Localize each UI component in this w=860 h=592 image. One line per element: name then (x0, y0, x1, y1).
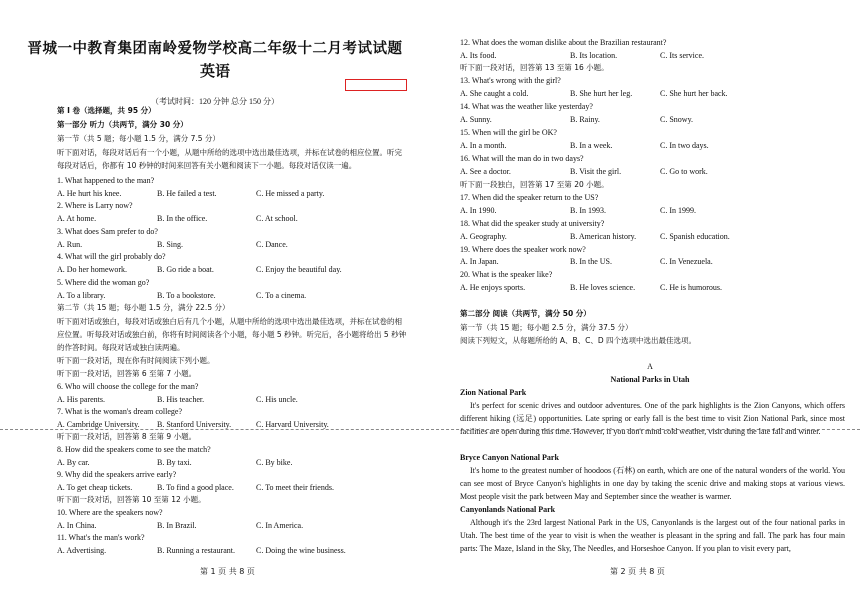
answer-option-a: A. Do her homework. (57, 265, 127, 274)
left-line: 8. How did the speakers come to see the match? (57, 445, 211, 454)
right-line: 听下面一段独白，回答第 17 至第 20 小题。 (460, 180, 609, 189)
answer-option-a: A. To get cheap tickets. (57, 483, 133, 492)
answer-option-a: A. Cambridge University. (57, 420, 140, 429)
answer-option-c: C. His uncle. (256, 395, 298, 404)
left-line: 9. Why did the speakers arrive early? (57, 470, 177, 479)
answer-option-b: B. In Brazil. (157, 521, 197, 530)
answer-option-a: A. In 1990. (460, 206, 497, 215)
paragraph-zion: It's perfect for scenic drives and outdoor adventures. One of the park highlights is the Zion Canyons, which offers different hiking (远足) opportunities. Late spring or early fall is the best time to visit Zion National Park, since most facilities are open during this time. However, if you don't mind cold weather, visit during the late fall and winter. (460, 401, 845, 436)
answer-option-b: B. He loves science. (570, 283, 636, 292)
answer-option-b: B. She hurt her leg. (570, 89, 633, 98)
left-line: 第一节（共 5 题；每小题 1.5 分，满分 7.5 分） (57, 134, 220, 143)
right-line: 第二部分 阅读（共两节，满分 50 分） (460, 309, 591, 318)
answer-option-b: B. In the office. (157, 214, 208, 223)
section-heading-canyonlands: Canyonlands National Park (460, 505, 556, 514)
answer-option-c: C. He is humorous. (660, 283, 722, 292)
answer-option-a: A. He enjoys sports. (460, 283, 526, 292)
left-line: 4. What will the girl probably do? (57, 252, 166, 261)
answer-option-c: C. Spanish education. (660, 232, 730, 241)
right-line: 15. When will the girl be OK? (460, 128, 557, 137)
right-line: 阅读下列短文，从每题所给的 A、B、C、D 四个选项中选出最佳选项。 (460, 336, 697, 345)
left-line: 听下面对话，每段对话后有一个小题，从题中所给的选项中选出最佳选项，并标在试卷的相应位置。听完 (57, 148, 402, 157)
page-footer-1: 第 1 页 共 8 页 (200, 567, 255, 576)
answer-option-a: A. At home. (57, 214, 97, 223)
answer-option-b: B. American history. (570, 232, 637, 241)
answer-option-a: A. To a library. (57, 291, 106, 300)
answer-option-b: B. Running a restaurant. (157, 546, 235, 555)
left-line: 听下面一段对话，回答第 6 至第 7 小题。 (57, 369, 197, 378)
answer-option-b: B. In the US. (570, 257, 612, 266)
section-heading-zion: Zion National Park (460, 388, 527, 397)
answer-option-a: A. Advertising. (57, 546, 107, 555)
answer-option-a: A. Run. (57, 240, 83, 249)
answer-option-c: C. Go to work. (660, 167, 708, 176)
right-line: 听下面一段对话，回答第 13 至第 16 小题。 (460, 63, 609, 72)
left-line: 第二节（共 15 题；每小题 1.5 分，满分 22.5 分） (57, 303, 230, 312)
left-line: 5. Where did the woman go? (57, 278, 150, 287)
answer-option-c: C. Enjoy the beautiful day. (256, 265, 342, 274)
answer-option-b: B. He failed a test. (157, 189, 217, 198)
answer-option-c: C. She hurt her back. (660, 89, 728, 98)
answer-option-b: B. Rainy. (570, 115, 600, 124)
answer-option-b: B. Stanford University. (157, 420, 232, 429)
answer-option-b: B. Visit the girl. (570, 167, 622, 176)
red-score-box (345, 79, 407, 91)
right-line: 14. What was the weather like yesterday? (460, 102, 593, 111)
answer-option-c: C. Doing the wine business. (256, 546, 346, 555)
right-line: 17. When did the speaker return to the US? (460, 193, 599, 202)
answer-option-c: C. He missed a party. (256, 189, 325, 198)
left-line: 3. What does Sam prefer to do? (57, 227, 158, 236)
answer-option-b: B. His teacher. (157, 395, 205, 404)
exam-info: （考试时间：120 分钟 总分 150 分） (151, 97, 279, 106)
school-title: 晋城一中教育集团南岭爱物学校高二年级十二月考试试题 (27, 41, 403, 57)
answer-option-a: A. He hurt his knee. (57, 189, 122, 198)
right-line: 20. What is the speaker like? (460, 270, 553, 279)
left-line: 6. Who will choose the college for the man? (57, 382, 199, 391)
answer-option-c: C. In America. (256, 521, 304, 530)
left-line: 2. Where is Larry now? (57, 201, 133, 210)
answer-option-a: A. Geography. (460, 232, 507, 241)
answer-option-a: A. See a doctor. (460, 167, 511, 176)
passage-title: National Parks in Utah (610, 375, 690, 384)
left-line: 每段对话后，你都有 10 秒钟的时间来回答有关小题和阅读下一小题。每段对话仅读一遍。 (57, 161, 357, 170)
answer-option-a: A. In a month. (460, 141, 507, 150)
answer-option-a: A. His parents. (57, 395, 105, 404)
answer-option-c: C. Dance. (256, 240, 288, 249)
page-2 (440, 0, 860, 592)
answer-option-c: C. In two days. (660, 141, 709, 150)
answer-option-b: B. To a bookstore. (157, 291, 216, 300)
answer-option-b: B. Its location. (570, 51, 618, 60)
left-line: 11. What's the man's work? (57, 533, 145, 542)
passage-letter: A (647, 362, 653, 371)
right-line: 16. What will the man do in two days? (460, 154, 584, 163)
page-footer-2: 第 2 页 共 8 页 (610, 567, 665, 576)
answer-option-b: B. In 1993. (570, 206, 606, 215)
answer-option-c: C. At school. (256, 214, 298, 223)
answer-option-c: C. Harvard University. (256, 420, 329, 429)
answer-option-a: A. By car. (57, 458, 90, 467)
answer-option-a: A. Sunny. (460, 115, 492, 124)
answer-option-a: A. In China. (57, 521, 97, 530)
answer-option-a: A. Its food. (460, 51, 497, 60)
answer-option-c: C. Its service. (660, 51, 704, 60)
answer-option-b: B. To find a good place. (157, 483, 234, 492)
answer-option-a: A. In Japan. (460, 257, 499, 266)
left-line: 10. Where are the speakers now? (57, 508, 163, 517)
left-line: 应位置。听每段对话或独白前，你将有时间阅读各个小题，每小题 5 秒钟。听完后，各小题将给出 5 秒钟 (57, 330, 407, 339)
answer-option-b: B. In a week. (570, 141, 613, 150)
subject-title: 英语 (199, 62, 230, 80)
answer-option-a: A. She caught a cold. (460, 89, 529, 98)
answer-option-c: C. To a cinema. (256, 291, 307, 300)
answer-option-c: C. In Venezuela. (660, 257, 713, 266)
right-line: 18. What did the speaker study at university? (460, 219, 605, 228)
answer-option-b: B. Sing. (157, 240, 184, 249)
right-line: 19. Where does the speaker work now? (460, 245, 586, 254)
answer-option-b: B. By taxi. (157, 458, 192, 467)
paragraph-canyonlands: Although it's the 23rd largest National Park in the US, Canyonlands is the largest out of the four national parks in Utah. The best time of the year to visit is when the weather is pleasant in the spring and fall. The park has four main parts: The Maze, Island in the Sky, The Needles, and Horseshoe Canyon. If you plan to visit every part, (460, 518, 845, 553)
left-line: 听下面一段对话，现在你有时间阅读下列小题。 (57, 356, 215, 365)
left-line: 7. What is the woman's dream college? (57, 407, 183, 416)
paragraph-bryce: It's home to the greatest number of hoodoos (石林) on earth, which are one of the natural wonders of the world. You can see most of Bryce Canyon's highlights in one day by taking the scenic drive and making stops at various views. Most people visit the park between May and September since the weather is warmer. (460, 466, 845, 501)
answer-option-c: C. By bike. (256, 458, 293, 467)
answer-option-c: C. To meet their friends. (256, 483, 334, 492)
answer-option-c: C. Snowy. (660, 115, 694, 124)
section-heading-bryce: Bryce Canyon National Park (460, 453, 559, 462)
right-line: 第一节（共 15 题；每小题 2.5 分，满分 37.5 分） (460, 323, 633, 332)
right-line: 13. What's wrong with the girl? (460, 76, 561, 85)
left-line: 听下面一段对话，回答第 10 至第 12 小题。 (57, 495, 206, 504)
left-line: 的作答时间。每段对话或独白读两遍。 (57, 343, 185, 352)
right-line: 12. What does the woman dislike about the Brazilian restaurant? (460, 38, 667, 47)
left-line: 1. What happened to the man? (57, 176, 155, 185)
left-line: 听下面对话或独白，每段对话或独白后有几个小题，从题中所给的选项中选出最佳选项，并标在试卷的相 (57, 317, 402, 326)
answer-option-c: C. In 1999. (660, 206, 696, 215)
left-line: 第 I 卷（选择题，共 95 分） (57, 106, 156, 115)
left-line: 第一部分 听力（共两节，满分 30 分） (57, 120, 188, 129)
left-line: 听下面一段对话，回答第 8 至第 9 小题。 (57, 432, 197, 441)
answer-option-b: B. Go ride a boat. (157, 265, 214, 274)
